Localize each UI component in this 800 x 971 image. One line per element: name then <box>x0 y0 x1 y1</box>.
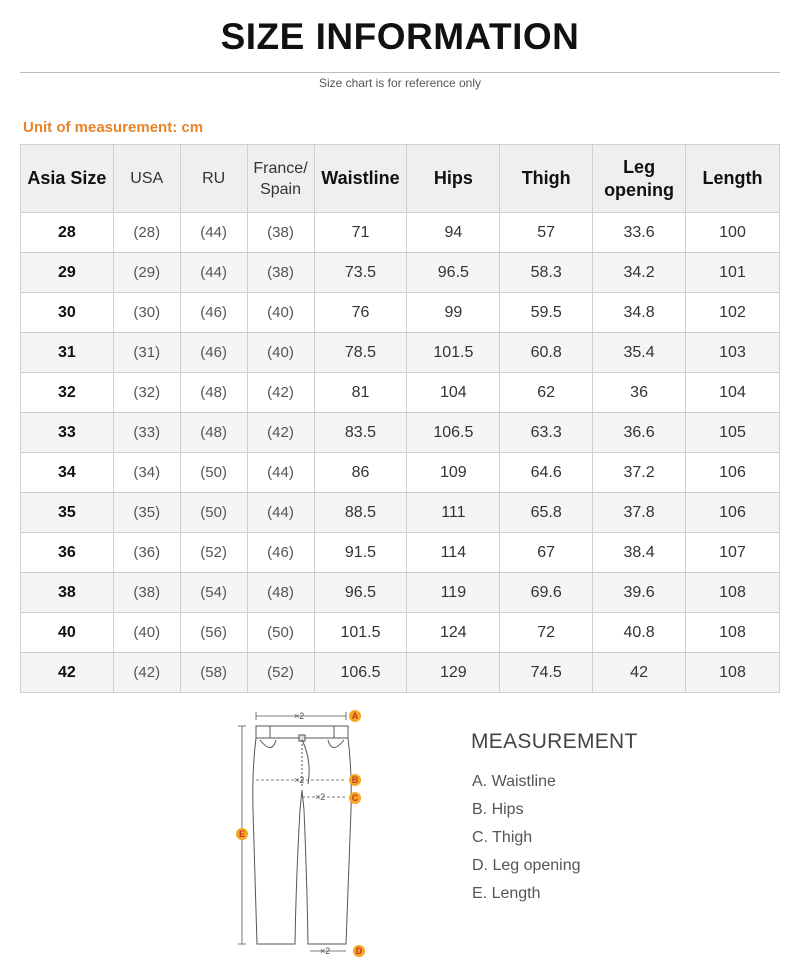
table-row <box>21 453 780 493</box>
table-cell: 119 <box>407 573 500 613</box>
table-cell: 60.8 <box>500 333 593 373</box>
table-cell: 29 <box>21 253 114 293</box>
table-cell: 106 <box>686 493 780 533</box>
table-cell: (48) <box>180 373 247 413</box>
table-cell: 101.5 <box>314 613 407 653</box>
table-cell: 33.6 <box>593 213 686 253</box>
table-cell: 108 <box>686 653 780 693</box>
table-cell: 62 <box>500 373 593 413</box>
column-header: Asia Size <box>21 145 114 213</box>
table-cell: (46) <box>180 333 247 373</box>
measurement-item: D. Leg opening <box>472 857 581 874</box>
table-cell: (42) <box>113 653 180 693</box>
table-cell: 114 <box>407 533 500 573</box>
table-cell: (40) <box>113 613 180 653</box>
svg-text:×2: ×2 <box>320 946 331 956</box>
table-cell: 106.5 <box>314 653 407 693</box>
table-cell: 100 <box>686 213 780 253</box>
measurement-item: A. Waistline <box>472 773 556 790</box>
table-cell: 36 <box>593 373 686 413</box>
table-cell: 31 <box>21 333 114 373</box>
table-row <box>21 413 780 453</box>
column-header: RU <box>180 145 247 213</box>
table-cell: 32 <box>21 373 114 413</box>
table-cell: 34.2 <box>593 253 686 293</box>
table-row <box>21 213 780 253</box>
table-cell: 76 <box>314 293 407 333</box>
table-cell: 111 <box>407 493 500 533</box>
table-cell: 30 <box>21 293 114 333</box>
table-row <box>21 293 780 333</box>
table-cell: (40) <box>247 293 314 333</box>
marker-d: D <box>355 946 363 956</box>
table-cell: 101.5 <box>407 333 500 373</box>
table-cell: 33 <box>21 413 114 453</box>
table-cell: (58) <box>180 653 247 693</box>
table-row <box>21 253 780 293</box>
table-cell: 42 <box>21 653 114 693</box>
table-cell: 36.6 <box>593 413 686 453</box>
table-cell: 40.8 <box>593 613 686 653</box>
table-cell: 38.4 <box>593 533 686 573</box>
table-cell: (44) <box>247 493 314 533</box>
column-header: Thigh <box>500 145 593 213</box>
table-cell: 94 <box>407 213 500 253</box>
table-cell: 109 <box>407 453 500 493</box>
table-cell: 96.5 <box>314 573 407 613</box>
table-cell: 86 <box>314 453 407 493</box>
column-header: Waistline <box>314 145 407 213</box>
table-cell: (32) <box>113 373 180 413</box>
marker-c: C <box>351 793 359 803</box>
table-cell: 74.5 <box>500 653 593 693</box>
table-cell: 64.6 <box>500 453 593 493</box>
svg-text:×2: ×2 <box>294 775 305 785</box>
measurement-list <box>472 770 581 910</box>
table-row <box>21 373 780 413</box>
table-cell: 91.5 <box>314 533 407 573</box>
table-cell: (31) <box>113 333 180 373</box>
title-divider <box>20 72 780 73</box>
table-cell: (34) <box>113 453 180 493</box>
table-cell: (42) <box>247 373 314 413</box>
table-cell: 34 <box>21 453 114 493</box>
table-cell: 35 <box>21 493 114 533</box>
table-cell: (35) <box>113 493 180 533</box>
table-row <box>21 573 780 613</box>
table-cell: (48) <box>180 413 247 453</box>
table-cell: (28) <box>113 213 180 253</box>
measurement-item: C. Thigh <box>472 829 533 846</box>
table-cell: 28 <box>21 213 114 253</box>
column-header: France/ Spain <box>247 145 314 213</box>
table-cell: (40) <box>247 333 314 373</box>
table-row <box>21 613 780 653</box>
column-header: Length <box>686 145 780 213</box>
unit-label: Unit of measurement: cm <box>23 119 204 136</box>
table-cell: (46) <box>180 293 247 333</box>
table-cell: 81 <box>314 373 407 413</box>
table-cell: 37.2 <box>593 453 686 493</box>
table-cell: 88.5 <box>314 493 407 533</box>
table-cell: 101 <box>686 253 780 293</box>
table-cell: 34.8 <box>593 293 686 333</box>
table-cell: (50) <box>180 493 247 533</box>
table-cell: 78.5 <box>314 333 407 373</box>
table-cell: 124 <box>407 613 500 653</box>
table-cell: (50) <box>247 613 314 653</box>
page-title: SIZE INFORMATION <box>220 16 580 57</box>
table-cell: 58.3 <box>500 253 593 293</box>
table-row <box>21 493 780 533</box>
table-cell: 129 <box>407 653 500 693</box>
table-cell: (38) <box>247 253 314 293</box>
table-cell: (48) <box>247 573 314 613</box>
table-cell: (54) <box>180 573 247 613</box>
table-cell: 73.5 <box>314 253 407 293</box>
table-header-row <box>21 145 780 213</box>
table-row <box>21 333 780 373</box>
table-cell: 96.5 <box>407 253 500 293</box>
column-header: Hips <box>407 145 500 213</box>
table-cell: 37.8 <box>593 493 686 533</box>
pants-diagram-icon <box>222 700 382 965</box>
table-cell: (38) <box>247 213 314 253</box>
column-header: USA <box>113 145 180 213</box>
table-cell: 99 <box>407 293 500 333</box>
measurement-item: B. Hips <box>472 801 524 818</box>
table-cell: 106.5 <box>407 413 500 453</box>
table-cell: 104 <box>686 373 780 413</box>
marker-a: A <box>351 711 359 721</box>
table-cell: 103 <box>686 333 780 373</box>
table-cell: 69.6 <box>500 573 593 613</box>
table-cell: 35.4 <box>593 333 686 373</box>
table-cell: 105 <box>686 413 780 453</box>
table-row <box>21 533 780 573</box>
waist-multiplier: ×2 <box>294 711 305 721</box>
table-cell: 108 <box>686 613 780 653</box>
table-cell: 65.8 <box>500 493 593 533</box>
table-cell: (50) <box>180 453 247 493</box>
table-cell: 63.3 <box>500 413 593 453</box>
table-cell: (36) <box>113 533 180 573</box>
table-body <box>21 213 780 693</box>
table-cell: (44) <box>180 213 247 253</box>
table-cell: 72 <box>500 613 593 653</box>
table-cell: 59.5 <box>500 293 593 333</box>
table-cell: 40 <box>21 613 114 653</box>
table-cell: 67 <box>500 533 593 573</box>
table-cell: (29) <box>113 253 180 293</box>
table-cell: (46) <box>247 533 314 573</box>
table-cell: 102 <box>686 293 780 333</box>
marker-b: B <box>351 775 359 785</box>
table-cell: 42 <box>593 653 686 693</box>
table-cell: 38 <box>21 573 114 613</box>
column-header: Leg opening <box>593 145 686 213</box>
subtitle: Size chart is for reference only <box>318 76 482 90</box>
table-cell: (44) <box>180 253 247 293</box>
table-row <box>21 653 780 693</box>
table-cell: (33) <box>113 413 180 453</box>
table-cell: (52) <box>247 653 314 693</box>
marker-e: E <box>238 829 246 839</box>
table-cell: (44) <box>247 453 314 493</box>
table-cell: 83.5 <box>314 413 407 453</box>
table-cell: 108 <box>686 573 780 613</box>
table-cell: (38) <box>113 573 180 613</box>
table-cell: (30) <box>113 293 180 333</box>
measurement-item: E. Length <box>472 885 541 902</box>
table-cell: 39.6 <box>593 573 686 613</box>
table-cell: 104 <box>407 373 500 413</box>
size-table <box>20 144 780 693</box>
svg-text:×2: ×2 <box>315 792 326 802</box>
table-cell: 107 <box>686 533 780 573</box>
table-cell: (52) <box>180 533 247 573</box>
table-cell: 71 <box>314 213 407 253</box>
measurement-title: MEASUREMENT <box>471 730 638 753</box>
table-cell: 106 <box>686 453 780 493</box>
table-cell: (42) <box>247 413 314 453</box>
table-cell: (56) <box>180 613 247 653</box>
table-cell: 57 <box>500 213 593 253</box>
table-cell: 36 <box>21 533 114 573</box>
